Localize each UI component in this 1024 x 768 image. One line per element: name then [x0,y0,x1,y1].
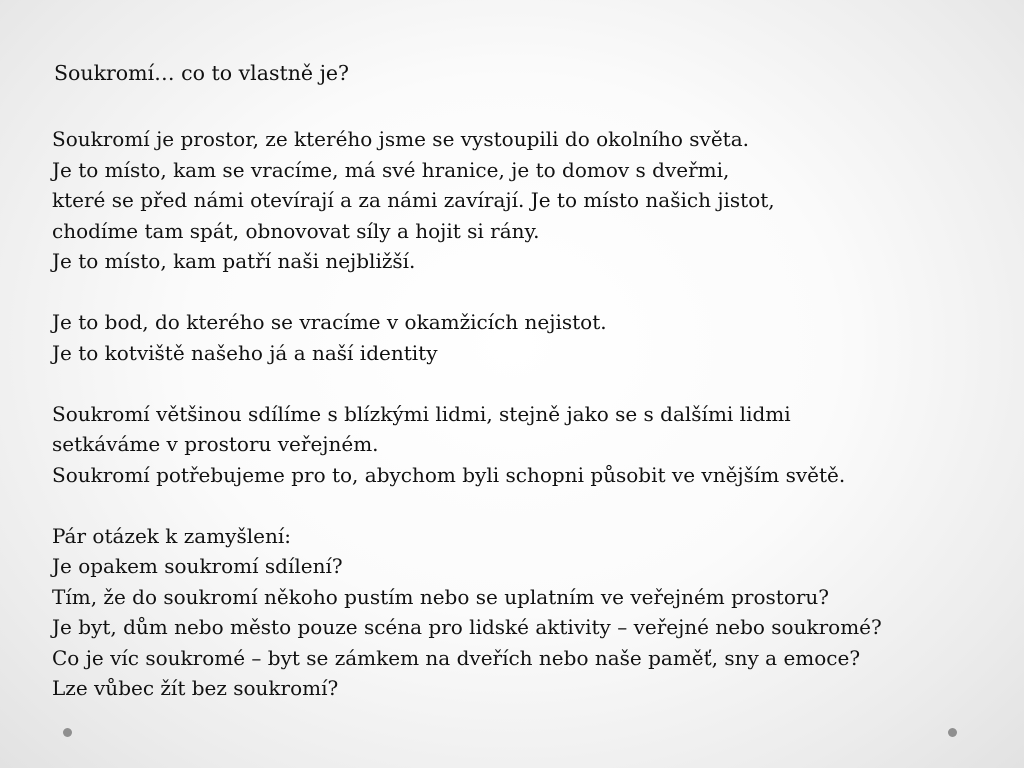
text-line: Je to bod, do kterého se vracíme v okamžicích nejistot. [52,310,607,334]
paragraph-anchor [52,307,992,368]
text-line: Pár otázek k zamyšlení: [52,523,291,548]
paragraph-sharing [52,399,992,491]
text-line: Je byt, dům nebo město pouze scéna pro lidské aktivity – veřejné nebo soukromé? [52,615,882,639]
text-line: Lze vůbec žít bez soukromí? [52,676,339,700]
text-line: které se před námi otevírají a za námi zavírají. Je to místo našich jistot, [52,188,775,212]
text-line: Tím, že do soukromí někoho pustím nebo se uplatním ve veřejném prostoru? [52,584,830,609]
slide-body [52,124,992,704]
text-line: Je to místo, kam se vracíme, má své hranice, je to domov s dveřmi, [52,157,730,182]
text-line: Je opakem soukromí sdílení? [52,554,343,578]
text-line: setkáváme v prostoru veřejném. [52,432,379,456]
decorative-dot-left [63,728,72,737]
text-line: Soukromí většinou sdílíme s blízkými lidmi, stejně jako se s dalšími lidmi [52,401,791,426]
decorative-dot-right [948,728,957,737]
text-line: Soukromí je prostor, ze kterého jsme se vystoupili do okolního světa. [52,127,750,151]
paragraph-questions [52,521,992,704]
paragraph-home [52,124,992,277]
slide-title: Soukromí… co to vlastně je? [54,61,350,85]
text-line: Je to kotviště našeho já a naší identity [52,340,438,365]
text-line: Co je víc soukromé – byt se zámkem na dveřích nebo naše paměť, sny a emoce? [52,645,861,670]
text-line: chodíme tam spát, obnovovat síly a hojit si rány. [52,218,540,243]
text-line: Je to místo, kam patří naši nejbližší. [52,249,416,273]
text-line: Soukromí potřebujeme pro to, abychom byli schopni působit ve vnějším světě. [52,462,846,487]
